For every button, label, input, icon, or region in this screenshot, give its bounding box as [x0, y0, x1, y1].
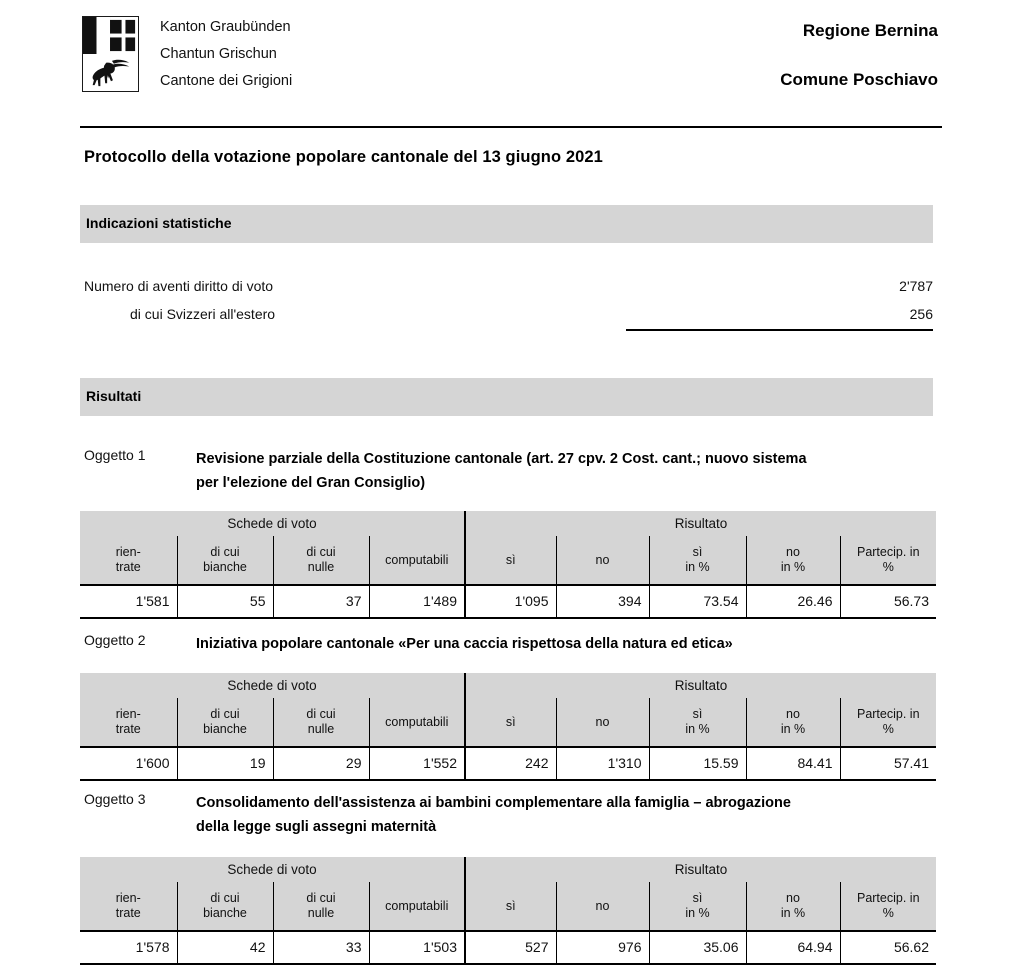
cell-rientrate: 1'578 — [80, 931, 177, 964]
table-column-header-row — [80, 698, 936, 747]
section-band-results — [80, 378, 933, 416]
col-head-no: no — [556, 536, 649, 585]
col-head-bianche: di cui bianche — [177, 882, 273, 931]
col-head-bianche: di cui bianche — [177, 698, 273, 747]
table-group-header-row — [80, 857, 936, 882]
group-header-schede: Schede di voto — [80, 511, 465, 536]
header-divider — [80, 126, 942, 128]
coat-of-arms-graubuenden-icon — [82, 16, 139, 92]
cell-partecipazione: 56.73 — [840, 585, 936, 618]
municipality-name: Comune Poschiavo — [780, 70, 938, 89]
cell-rientrate: 1'581 — [80, 585, 177, 618]
col-head-si-percent: sì in % — [649, 882, 746, 931]
cell-no: 1'310 — [556, 747, 649, 780]
section-band-results-label: Risultati — [86, 388, 142, 404]
page-header — [0, 0, 1024, 112]
statistic-value: 2'787 — [899, 278, 933, 294]
region-name: Regione Bernina — [802, 21, 938, 40]
cell-si: 242 — [465, 747, 556, 780]
statistic-label: di cui Svizzeri all'estero — [130, 306, 276, 322]
section-band-statistics — [80, 205, 933, 243]
cell-bianche: 55 — [177, 585, 273, 618]
object-title-line: della legge sugli assegni maternità — [196, 819, 437, 835]
col-head-nulle: di cui nulle — [273, 882, 369, 931]
cell-si-percent: 73.54 — [649, 585, 746, 618]
table-column-header-row — [80, 882, 936, 931]
statistic-label: Numero di aventi diritto di voto — [84, 278, 274, 294]
results-table-1 — [80, 511, 936, 619]
object-title-line: Consolidamento dell'assistenza ai bambini complementare alla famiglia – abrogazione — [196, 795, 791, 811]
group-header-risultato: Risultato — [465, 511, 936, 536]
col-head-partecipazione: Partecip. in % — [840, 698, 936, 747]
canton-name-rm: Chantun Grischun — [160, 46, 277, 62]
col-head-bianche: di cui bianche — [177, 536, 273, 585]
col-head-no-percent: no in % — [746, 698, 840, 747]
col-head-rientrate: rien- trate — [80, 698, 177, 747]
col-head-si: sì — [465, 536, 556, 585]
cantonal-names — [160, 14, 292, 95]
cell-no: 394 — [556, 585, 649, 618]
cell-si-percent: 35.06 — [649, 931, 746, 964]
region-municipality-block — [780, 20, 938, 90]
table-column-header-row — [80, 536, 936, 585]
col-head-computabili: computabili — [369, 536, 465, 585]
table-group-header-row — [80, 673, 936, 698]
group-header-schede: Schede di voto — [80, 673, 465, 698]
section-band-statistics-label: Indicazioni statistiche — [86, 215, 232, 231]
cell-no-percent: 26.46 — [746, 585, 840, 618]
table-row — [80, 747, 936, 780]
group-header-schede: Schede di voto — [80, 857, 465, 882]
object-title-line: per l'elezione del Gran Consiglio) — [196, 475, 426, 491]
statistics-total-underline — [626, 329, 933, 331]
cell-nulle: 37 — [273, 585, 369, 618]
cell-no-percent: 64.94 — [746, 931, 840, 964]
col-head-nulle: di cui nulle — [273, 698, 369, 747]
col-head-no: no — [556, 882, 649, 931]
col-head-no-percent: no in % — [746, 882, 840, 931]
cell-computabili: 1'503 — [369, 931, 465, 964]
object-title-line: Revisione parziale della Costituzione cantonale (art. 27 cpv. 2 Cost. cant.; nuovo sistema — [196, 451, 807, 467]
col-head-si: sì — [465, 698, 556, 747]
page-title: Protocollo della votazione popolare cantonale del 13 giugno 2021 — [84, 148, 603, 166]
col-head-computabili: computabili — [369, 698, 465, 747]
col-head-partecipazione: Partecip. in % — [840, 536, 936, 585]
cell-nulle: 29 — [273, 747, 369, 780]
results-table-3 — [80, 857, 936, 965]
cell-si-percent: 15.59 — [649, 747, 746, 780]
col-head-si-percent: sì in % — [649, 698, 746, 747]
cell-bianche: 42 — [177, 931, 273, 964]
canton-name-it: Cantone dei Grigioni — [160, 73, 293, 89]
col-head-no-percent: no in % — [746, 536, 840, 585]
col-head-si: sì — [465, 882, 556, 931]
cell-si: 527 — [465, 931, 556, 964]
cell-rientrate: 1'600 — [80, 747, 177, 780]
cell-computabili: 1'489 — [369, 585, 465, 618]
cell-partecipazione: 57.41 — [840, 747, 936, 780]
cell-bianche: 19 — [177, 747, 273, 780]
object-label: Oggetto 1 — [84, 447, 146, 463]
object-title — [196, 791, 936, 839]
cell-computabili: 1'552 — [369, 747, 465, 780]
group-header-risultato: Risultato — [465, 857, 936, 882]
cell-si: 1'095 — [465, 585, 556, 618]
object-title — [196, 632, 936, 656]
object-title — [196, 447, 936, 495]
object-title-line: Iniziativa popolare cantonale «Per una caccia rispettosa della natura ed etica» — [196, 636, 733, 652]
col-head-computabili: computabili — [369, 882, 465, 931]
object-label: Oggetto 3 — [84, 791, 146, 807]
col-head-nulle: di cui nulle — [273, 536, 369, 585]
cell-partecipazione: 56.62 — [840, 931, 936, 964]
col-head-si-percent: sì in % — [649, 536, 746, 585]
col-head-partecipazione: Partecip. in % — [840, 882, 936, 931]
col-head-no: no — [556, 698, 649, 747]
col-head-rientrate: rien- trate — [80, 882, 177, 931]
cell-no: 976 — [556, 931, 649, 964]
group-header-risultato: Risultato — [465, 673, 936, 698]
canton-name-de: Kanton Graubünden — [160, 19, 291, 35]
object-label: Oggetto 2 — [84, 632, 146, 648]
table-group-header-row — [80, 511, 936, 536]
cell-nulle: 33 — [273, 931, 369, 964]
table-row — [80, 585, 936, 618]
col-head-rientrate: rien- trate — [80, 536, 177, 585]
cell-no-percent: 84.41 — [746, 747, 840, 780]
table-row — [80, 931, 936, 964]
results-table-2 — [80, 673, 936, 781]
statistic-value: 256 — [909, 306, 933, 322]
